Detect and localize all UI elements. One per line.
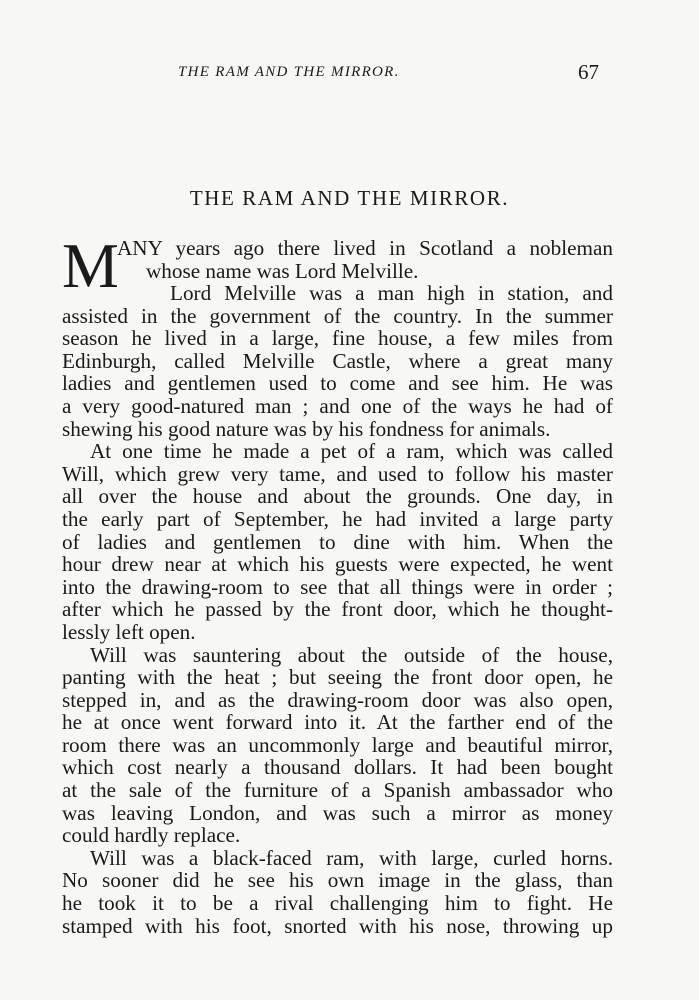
text-line: into the drawing-room to see that all things were in order ; bbox=[62, 574, 613, 599]
text-line: stepped in, and as the drawing-room door was also open, bbox=[62, 687, 613, 712]
text-line: Will was a black-faced ram, with large, curled horns. bbox=[90, 845, 613, 870]
text-line: was leaving London, and was such a mirror as money bbox=[62, 800, 613, 825]
text-line: ANY years ago there lived in Scotland a nobleman bbox=[117, 236, 613, 260]
text-line: he at once went forward into it. At the farther end of the bbox=[62, 710, 613, 735]
text-line: At one time he made a pet of a ram, which was called bbox=[90, 439, 613, 464]
text-line: at the sale of the furniture of a Spanish ambassador who bbox=[62, 778, 613, 803]
text-line: which cost nearly a thousand dollars. It had been bought bbox=[62, 755, 613, 780]
text-line: Will was sauntering about the outside of the house, bbox=[90, 642, 613, 667]
text-line: after which he passed by the front door, which he thought- bbox=[62, 597, 613, 622]
text-line: a very good-natured man ; and one of the ways he had of bbox=[62, 393, 613, 418]
text-line: he took it to be a rival challenging him to fight. He bbox=[62, 891, 613, 916]
text-line: ladies and gentlemen used to come and see him. He was bbox=[62, 371, 613, 396]
page-number: 67 bbox=[578, 60, 599, 84]
text-line: shewing his good nature was by his fondness for animals. bbox=[62, 416, 551, 441]
text-line: room there was an uncommonly large and beautiful mirror, bbox=[62, 732, 613, 757]
text-line: stamped with his foot, snorted with his nose, throwing up bbox=[62, 913, 613, 938]
body-text bbox=[62, 230, 613, 938]
text-line: of ladies and gentlemen to dine with him. When the bbox=[62, 529, 613, 554]
text-line: No sooner did he see his own image in the glass, than bbox=[62, 868, 613, 893]
chapter-title: THE RAM AND THE MIRROR. bbox=[189, 186, 510, 210]
text-line: Edinburgh, called Melville Castle, where a great many bbox=[62, 348, 613, 373]
text-line: season he lived in a large, fine house, a few miles from bbox=[62, 326, 613, 351]
text-line: assisted in the government of the country. In the summer bbox=[62, 303, 613, 328]
text-line: lessly left open. bbox=[62, 619, 196, 644]
text-line: Lord Melville was a man high in station, and bbox=[170, 281, 613, 305]
text-line: the early part of September, he had invited a large party bbox=[62, 506, 613, 531]
text-line: all over the house and about the grounds. One day, in bbox=[62, 484, 613, 509]
text-line: whose name was Lord Melville. bbox=[146, 258, 419, 283]
running-title: THE RAM AND THE MIRROR. bbox=[178, 64, 400, 80]
text-line: Will, which grew very tame, and used to follow his master bbox=[62, 461, 613, 486]
text-line: could hardly replace. bbox=[62, 823, 241, 848]
drop-cap: M bbox=[62, 230, 119, 301]
text-line: hour drew near at which his guests were expected, he went bbox=[62, 552, 613, 577]
text-line: panting with the heat ; but seeing the front door open, he bbox=[62, 665, 613, 690]
running-head bbox=[0, 60, 699, 88]
